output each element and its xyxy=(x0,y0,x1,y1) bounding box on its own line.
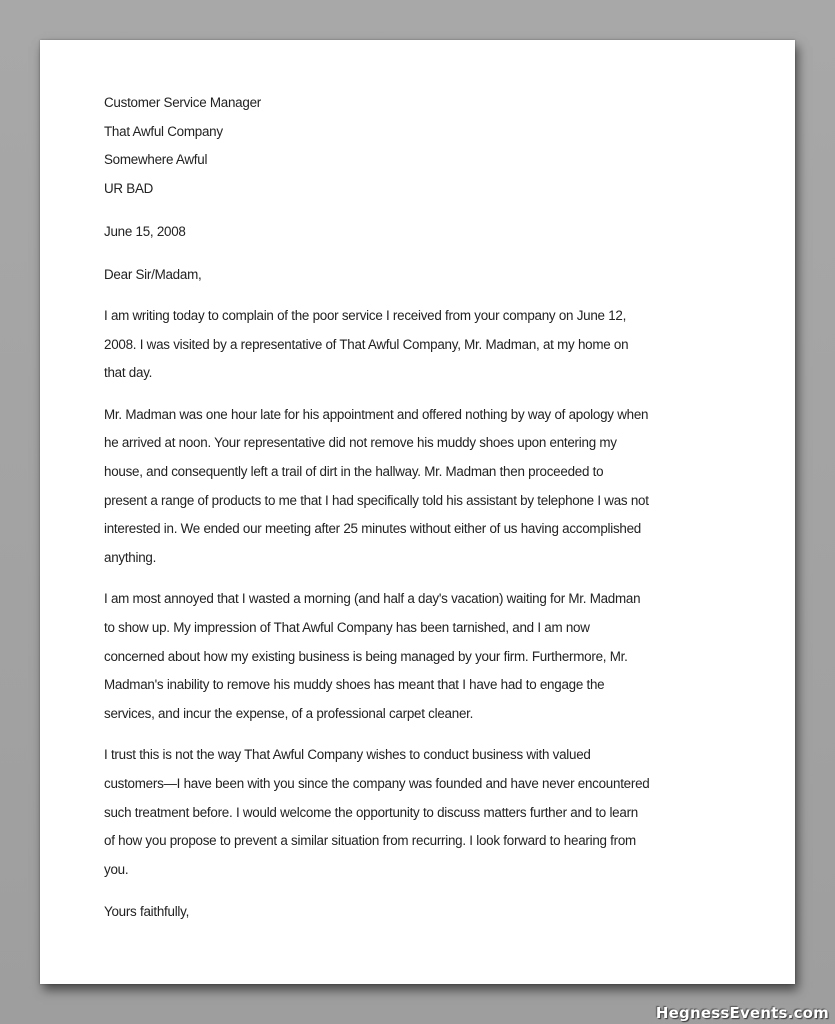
paragraph-line: I am most annoyed that I wasted a morning (and half a day's vacation) waiting for Mr. Madman xyxy=(104,591,641,607)
salutation: Dear Sir/Madam, xyxy=(104,267,202,282)
recipient-address xyxy=(104,89,704,203)
paragraph-line: he arrived at noon. Your representative did not remove his muddy shoes upon entering my xyxy=(104,435,617,451)
recipient-company: That Awful Company xyxy=(104,123,223,139)
letter-date: June 15, 2008 xyxy=(104,224,186,239)
paragraph-3 xyxy=(104,585,704,728)
paragraph-1 xyxy=(104,302,704,388)
recipient-location: Somewhere Awful xyxy=(104,152,208,167)
paragraph-line: Madman's inability to remove his muddy shoes has meant that I have had to engage the xyxy=(104,677,605,693)
paragraph-line: 2008. I was visited by a representative of That Awful Company, Mr. Madman, at my home on xyxy=(104,336,629,352)
paragraph-line: I trust this is not the way That Awful Company wishes to conduct business with valued xyxy=(104,747,591,763)
watermark-text: HegnessEvents.com xyxy=(655,1004,829,1022)
letter-body xyxy=(104,89,704,926)
recipient-region: UR BAD xyxy=(104,180,154,196)
paragraph-line: I am writing today to complain of the poor service I received from your company on June 12, xyxy=(104,308,627,323)
paragraph-line: interested in. We ended our meeting after 25 minutes without either of us having accomplished xyxy=(104,521,641,537)
paragraph-line: you. xyxy=(104,861,129,877)
paragraph-line: anything. xyxy=(104,549,157,565)
paragraph-line: house, and consequently left a trail of dirt in the hallway. Mr. Madman then proceeded to xyxy=(104,463,604,479)
paragraph-line: that day. xyxy=(104,365,153,381)
paragraph-line: concerned about how my existing business is being managed by your firm. Furthermore, Mr. xyxy=(104,648,628,664)
paragraph-line: present a range of products to me that I had specifically told his assistant by telephone I was not xyxy=(104,492,649,508)
paragraph-4 xyxy=(104,741,704,884)
paragraph-line: services, and incur the expense, of a professional carpet cleaner. xyxy=(104,705,474,721)
recipient-title: Customer Service Manager xyxy=(104,95,261,110)
paragraph-line: customers—I have been with you since the company was founded and have never encountered xyxy=(104,775,650,791)
paragraph-line: such treatment before. I would welcome the opportunity to discuss matters further and to learn xyxy=(104,804,638,820)
paragraph-line: to show up. My impression of That Awful Company has been tarnished, and I am now xyxy=(104,619,590,635)
closing: Yours faithfully, xyxy=(104,904,190,920)
paragraph-line: of how you propose to prevent a similar situation from recurring. I look forward to hearing from xyxy=(104,833,636,849)
paragraph-line: Mr. Madman was one hour late for his appointment and offered nothing by way of apology when xyxy=(104,406,649,422)
letter-page xyxy=(40,40,795,984)
paragraph-2 xyxy=(104,401,704,573)
